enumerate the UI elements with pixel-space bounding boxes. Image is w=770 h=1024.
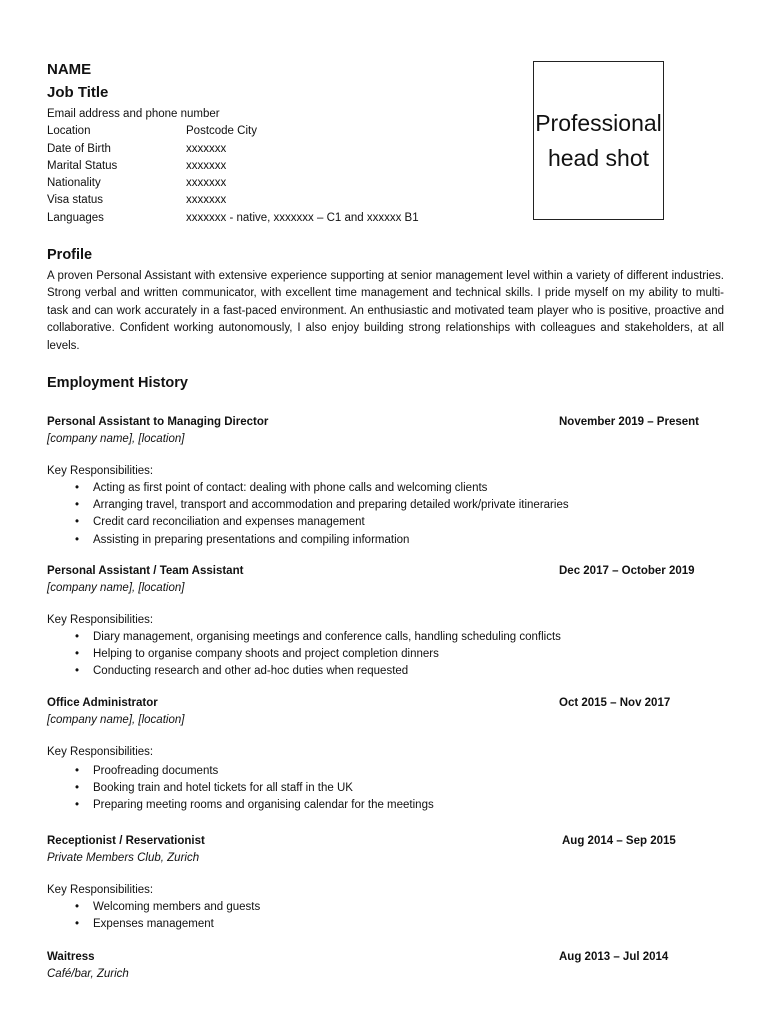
contact-details: [47, 106, 419, 227]
job-entry: [47, 949, 727, 983]
bullet-icon: •: [75, 499, 80, 512]
list-item: • Acting as first point of contact: dealing with phone calls and welcoming clients: [75, 480, 727, 497]
job-company: Café/bar, Zurich: [47, 968, 129, 980]
job-title: Office Administrator: [47, 697, 158, 709]
responsibilities-list: [47, 629, 727, 681]
list-item: • Assisting in preparing presentations and compiling information: [75, 532, 727, 549]
detail-row-visa-status: [47, 192, 419, 209]
key-responsibilities-label: Key Responsibilities:: [47, 465, 154, 477]
responsibilities-list: [47, 763, 727, 815]
list-item: • Credit card reconciliation and expenses management: [75, 514, 727, 531]
bullet-icon: •: [75, 516, 80, 529]
profile-heading: Profile: [47, 247, 93, 263]
key-responsibilities-label: Key Responsibilities:: [47, 614, 154, 626]
candidate-job-title: Job Title: [47, 84, 109, 101]
responsibilities-list: [47, 899, 727, 933]
detail-row-nationality: [47, 175, 419, 192]
bullet-icon: •: [75, 631, 80, 643]
detail-row-date-of-birth: [47, 141, 419, 158]
list-item: • Welcoming members and guests: [75, 899, 727, 916]
job-entry: [47, 414, 727, 549]
list-item: • Helping to organise company shoots and project completion dinners: [75, 646, 727, 663]
list-item: • Booking train and hotel tickets for all staff in the UK: [75, 780, 727, 797]
job-company: [company name], [location]: [47, 433, 185, 445]
bullet-icon: •: [75, 782, 80, 795]
list-item: • Diary management, organising meetings and conference calls, handling scheduling conflicts: [75, 629, 727, 646]
list-item: • Expenses management: [75, 916, 727, 933]
bullet-icon: •: [75, 918, 80, 931]
job-dates: Dec 2017 – October 2019: [559, 565, 695, 577]
bullet-icon: •: [75, 799, 80, 812]
bullet-icon: •: [75, 901, 80, 913]
detail-value: xxxxxxx: [186, 194, 227, 207]
detail-label: Languages: [47, 211, 104, 224]
detail-value: Postcode City: [186, 125, 257, 138]
list-item: • Conducting research and other ad-hoc duties when requested: [75, 663, 727, 680]
bullet-icon: •: [75, 665, 80, 678]
job-dates: Aug 2014 – Sep 2015: [562, 835, 676, 847]
headshot-placeholder-text: Professional head shot: [535, 109, 662, 171]
job-company: [company name], [location]: [47, 582, 185, 594]
detail-value: xxxxxxx: [186, 177, 227, 190]
employment-heading: Employment History: [47, 375, 188, 391]
job-entry: [47, 833, 727, 933]
detail-row-location: [47, 123, 419, 140]
candidate-name: NAME: [47, 61, 92, 78]
detail-row-languages: [47, 210, 419, 227]
detail-label: Visa status: [47, 194, 104, 207]
detail-row-marital-status: [47, 158, 419, 175]
list-item: • Arranging travel, transport and accommodation and preparing detailed work/private itineraries: [75, 497, 727, 514]
bullet-icon: •: [75, 765, 80, 777]
key-responsibilities-label: Key Responsibilities:: [47, 746, 154, 758]
job-entry: [47, 695, 727, 815]
job-title: Waitress: [47, 951, 95, 963]
email-phone: Email address and phone number: [47, 108, 220, 120]
detail-value: xxxxxxx: [186, 142, 227, 155]
bullet-icon: •: [75, 533, 80, 546]
detail-value: xxxxxxx: [186, 159, 227, 172]
responsibilities-list: [47, 480, 727, 549]
key-responsibilities-label: Key Responsibilities:: [47, 884, 154, 896]
list-item: • Proofreading documents: [75, 763, 727, 780]
detail-label: Location: [47, 125, 91, 138]
job-title: Receptionist / Reservationist: [47, 835, 205, 847]
job-entry: [47, 563, 727, 681]
bullet-icon: •: [75, 482, 80, 494]
bullet-icon: •: [75, 648, 80, 661]
detail-label: Date of Birth: [47, 142, 111, 155]
job-title: Personal Assistant to Managing Director: [47, 416, 269, 428]
detail-label: Nationality: [47, 177, 101, 190]
job-title: Personal Assistant / Team Assistant: [47, 565, 244, 577]
profile-text: A proven Personal Assistant with extensive experience supporting at senior management level within a variety of different industries. Strong verbal and written communicator, with excellent time management and technical skills. I pride myself on my ability to multi-task and can work accurately in a fast-paced environment. An enthusiastic and motivated team player who is positive, proactive and collaborative. Confident working autonomously, I also enjoy building strong relationships with colleagues and stakeholders, at all levels.: [47, 270, 724, 352]
job-company: [company name], [location]: [47, 714, 185, 726]
job-dates: Aug 2013 – Jul 2014: [559, 951, 669, 963]
job-dates: November 2019 – Present: [559, 416, 699, 428]
headshot-placeholder: [533, 61, 664, 220]
list-item: • Preparing meeting rooms and organising calendar for the meetings: [75, 797, 727, 814]
detail-value: xxxxxxx - native, xxxxxxx – C1 and xxxxxx B1: [186, 211, 419, 224]
job-company: Private Members Club, Zurich: [47, 852, 200, 864]
job-dates: Oct 2015 – Nov 2017: [559, 697, 671, 709]
detail-label: Marital Status: [47, 159, 118, 172]
